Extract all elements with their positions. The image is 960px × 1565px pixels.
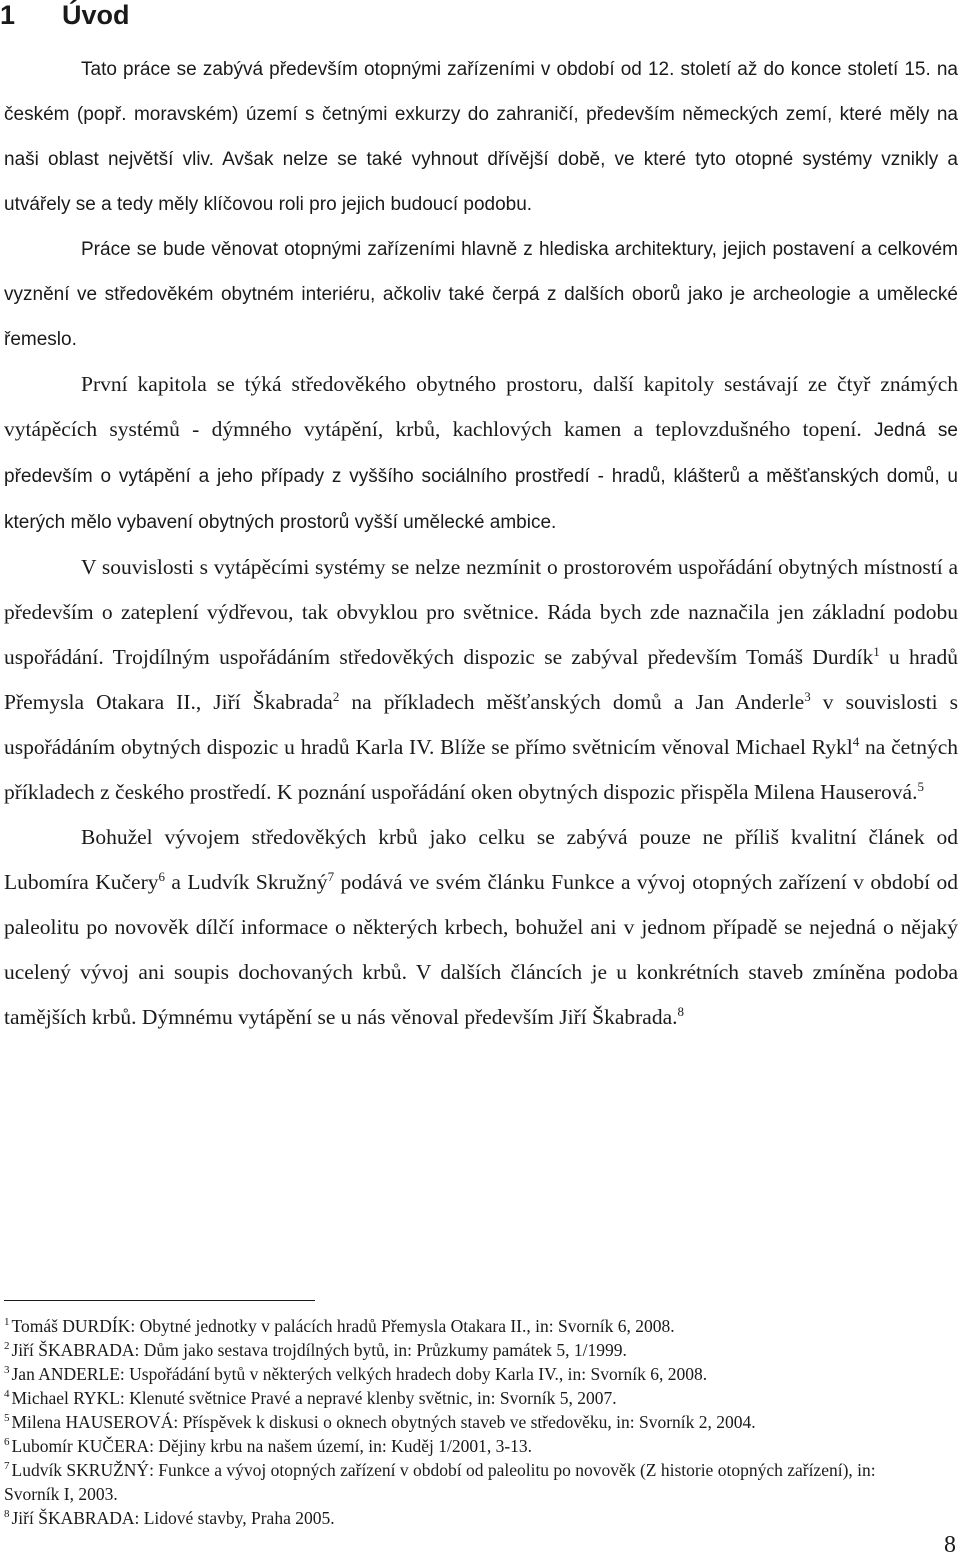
paragraph-text: na příkladech měšťanských domů a Jan Anderle — [339, 690, 805, 714]
footnote-ref[interactable]: 1 — [873, 644, 880, 659]
paragraph — [4, 815, 958, 1040]
footnote-text: Michael RYKL: Klenuté světnice Pravé a nepravé klenby světnic, in: Svorník 5, 2007. — [11, 1388, 617, 1408]
footnote-number: 8 — [4, 1508, 10, 1520]
footnote — [4, 1458, 904, 1506]
paragraph — [4, 227, 958, 362]
paragraph-text: a Ludvík Skružný — [164, 870, 328, 894]
footnote-text: Jiří ŠKABRADA: Lidové stavby, Praha 2005. — [11, 1508, 335, 1528]
footnotes — [4, 1314, 904, 1530]
paragraph-text: Bohužel vývojem středověkých krbů jako celku se zabývá pouze ne příliš kvalitní článek od Lubomíra Kučery — [4, 825, 958, 894]
chapter-number: 1 — [0, 0, 16, 30]
footnote-text: Tomáš DURDÍK: Obytné jednotky v palácích hradů Přemysla Otakara II., in: Svorník 6, 2008. — [11, 1316, 675, 1336]
chapter-heading — [0, 0, 130, 31]
paragraph-text: Jedná se především o vytápění a jeho případy z vyššího sociálního prostředí - hradů, klášterů a měšťanských domů, u kterých mělo vybavení obytných prostorů vyšší umělecké ambice. — [4, 420, 958, 533]
body-text — [4, 47, 958, 1040]
footnote — [4, 1434, 904, 1458]
footnote-text: Milena HAUSEROVÁ: Příspěvek k diskusi o oknech obytných staveb ve středověku, in: Svorník 2, 2004. — [11, 1412, 756, 1432]
footnote-ref[interactable]: 8 — [677, 1004, 685, 1019]
footnote-number: 1 — [4, 1316, 10, 1328]
footnote-ref[interactable]: 6 — [158, 869, 165, 884]
paragraph-text: u hradů Přemysla Otakara II., Jiří Škabrada — [4, 645, 958, 714]
paragraph — [4, 362, 958, 545]
footnote-number: 3 — [4, 1364, 10, 1376]
footnote-ref[interactable]: 4 — [852, 734, 860, 749]
page-number: 8 — [944, 1532, 956, 1558]
footnote-number: 7 — [4, 1460, 10, 1472]
paragraph-text: Tato práce se zabývá především otopnými zařízeními v období od 12. století až do konce století 15. na českém (popř. moravském) území s četnými exkurzy do zahraničí, především německých zemí, které měly na naši oblast největší vliv. Avšak nelze se také vyhnout dřívější době, ve které tyto otopné systémy vznikly a utvářely se a tedy měly klíčovou roli pro jejich budoucí podobu. — [4, 59, 958, 215]
footnote-ref[interactable]: 3 — [804, 689, 811, 704]
footnote-text: Ludvík SKRUŽNÝ: Funkce a vývoj otopných zařízení v období od paleolitu po novověk (Z historie otopných zařízení), in: Svorník I, 2003. — [4, 1460, 876, 1504]
footnote-ref[interactable]: 7 — [327, 869, 335, 884]
footnote — [4, 1410, 904, 1434]
footnote-text: Jiří ŠKABRADA: Dům jako sestava trojdílných bytů, in: Průzkumy památek 5, 1/1999. — [11, 1340, 627, 1360]
footnote — [4, 1314, 904, 1338]
footnote-number: 6 — [4, 1436, 10, 1448]
footnote-text: Lubomír KUČERA: Dějiny krbu na našem území, in: Kuděj 1/2001, 3-13. — [11, 1436, 533, 1456]
paragraph-text: Práce se bude věnovat otopnými zařízeními hlavně z hlediska architektury, jejich postavení a celkovém vyznění ve středověkém obytném interiéru, ačkoliv také čerpá z dalších oborů jako je archeologie a umělecké řemeslo. — [4, 239, 958, 350]
paragraph-text: v souvislosti s uspořádáním obytných dispozic u hradů Karla IV. Blíže se přímo světnicím věnoval Michael Rykl — [4, 690, 958, 759]
chapter-title: Úvod — [62, 0, 130, 30]
paragraph-text: První kapitola se týká středověkého obytného prostoru, další kapitoly sestávají ze čtyř známých vytápěcích systémů - dýmného vytápění, krbů, kachlových kamen a teplovzdušného topení. — [4, 372, 958, 441]
footnote-ref[interactable]: 5 — [917, 779, 924, 794]
footnote-number: 5 — [4, 1412, 10, 1424]
paragraph — [4, 545, 958, 815]
footnote — [4, 1362, 904, 1386]
footnote-number: 4 — [4, 1388, 10, 1400]
footnote — [4, 1338, 904, 1362]
paragraph — [4, 47, 958, 227]
footnote-separator — [4, 1300, 315, 1301]
paragraph-text: podává ve svém článku Funkce a vývoj otopných zařízení v období od paleolitu po novověk dílčí informace o některých krbech, bohužel ani v jednom případě se nejedná o nějaký ucelený vývoj ani soupis dochovaných krbů. V dalších článcích je u konkrétních staveb zmíněna podoba tamějších krbů. Dýmnému vytápění se u nás věnoval především Jiří Škabrada. — [4, 870, 958, 1029]
footnote-ref[interactable]: 2 — [332, 689, 340, 704]
paragraph-text: V souvislosti s vytápěcími systémy se nelze nezmínit o prostorovém uspořádání obytných místností a především o zateplení výdřevou, tak obvyklou pro světnice. Ráda bych zde naznačila jen základní podobu uspořádání. Trojdílným uspořádáním středověkých dispozic se zabýval především Tomáš Durdík — [4, 555, 958, 669]
footnote — [4, 1506, 904, 1530]
footnote — [4, 1386, 904, 1410]
footnote-number: 2 — [4, 1340, 10, 1352]
footnote-text: Jan ANDERLE: Uspořádání bytů v některých velkých hradech doby Karla IV., in: Svorník 6, 2008. — [11, 1364, 708, 1384]
paragraph-text: na četných příkladech z českého prostředí. K poznání uspořádání oken obytných dispozic přispěla Milena Hauserová. — [4, 735, 958, 804]
